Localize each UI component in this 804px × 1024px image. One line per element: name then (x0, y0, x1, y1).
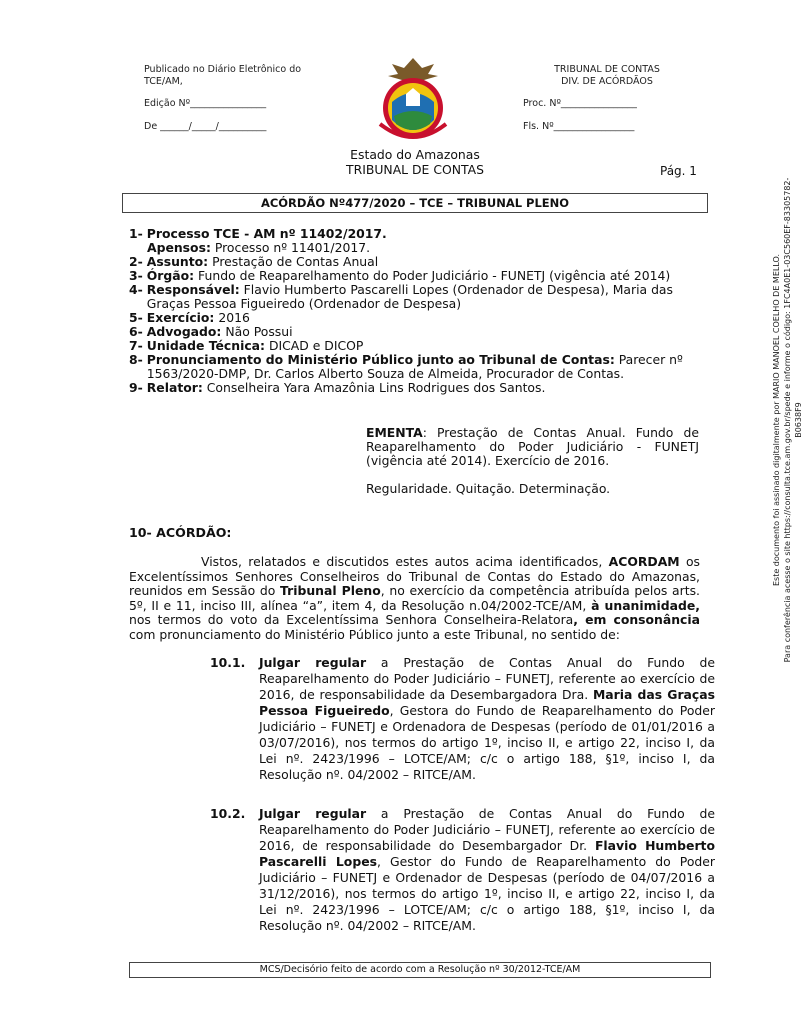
ementa-text: EMENTA: Prestação de Contas Anual. Fundo de Reaparelhamento do Poder Judiciário - FUNETJ (vigência até 2014). Exercício de 2016. (366, 425, 699, 468)
court-info (523, 64, 683, 133)
item-7: 7- Unidade Técnica: DICAD e DICOP (129, 338, 364, 353)
verification-line: Para conferência acesse o site https://consulta.tce.am.gov.br/spede e informe o código: 1FC4A0E1-03C560EF-83305782-B0638F9 (783, 177, 803, 663)
decision-text: Julgar regular a Prestação de Contas Anual do Fundo de Reaparelhamento do Poder Judiciário – FUNETJ, referente ao exercício de 2016, de responsabilidade do Desembargador Dr. Flavio Humberto Pascarelli Lopes, Gestor do Fundo de Reaparelhamento do Poder Judiciário – FUNETJ e Ordenador de Despesas (período de 04/07/2016 a 31/12/2016), nos termos do artigo 1º, inciso II, e artigo 22, inciso I, da Lei nº. 2423/1996 – LOTCE/AM; c/c o artigo 188, §1º, inciso I, da Resolução nº. 04/2002 – RITCE/AM. (259, 806, 715, 933)
decision-text: Julgar regular a Prestação de Contas Anual do Fundo de Reaparelhamento do Poder Judiciário – FUNETJ, referente ao exercício de 2016, de responsabilidade da Desembargadora Dra. Maria das Graças Pessoa Figueiredo, Gestora do Fundo de Reaparelhamento do Poder Judiciário – FUNETJ e Ordenadora de Despesas (período de 01/01/2016 a 03/07/2016), nos termos do artigo 1º, inciso II, e artigo 22, inciso I, da Lei nº. 2423/1996 – LOTCE/AM; c/c o artigo 188, §1º, inciso I, da Resolução nº. 04/2002 – RITCE/AM. (259, 655, 715, 782)
proc-field: Proc. Nº________________ (523, 98, 637, 109)
edition-field: Edição Nº________________ (144, 98, 267, 109)
acordao-heading: 10- ACÓRDÃO: (129, 525, 232, 540)
item-8: 8- Pronunciamento do Ministério Público junto ao Tribunal de Contas: Parecer nº 1563/2020-DMP, Dr. Carlos Alberto Souza de Almeida, Procurador de Contas. (129, 352, 683, 381)
coat-of-arms-logo (368, 54, 458, 146)
state-name: Estado do Amazonas (350, 147, 480, 162)
signature-line: Este documento foi assinado digitalmente por MARIO MANOEL COELHO DE MELLO. (772, 253, 781, 587)
publication-info (144, 64, 301, 133)
tribunal-name: TRIBUNAL DE CONTAS (346, 162, 484, 177)
item-2: 2- Assunto: Prestação de Contas Anual (129, 254, 379, 269)
fls-field: Fls. Nº_________________ (523, 121, 635, 132)
decision-number: 10.2. (210, 806, 246, 821)
footer-note: MCS/Decisório feito de acordo com a Resolução nº 30/2012-TCE/AM (129, 962, 711, 978)
date-field: De ______/_____/__________ (144, 121, 267, 132)
digital-signature-note (771, 160, 804, 680)
court-name: TRIBUNAL DE CONTAS (554, 64, 660, 75)
page-number: Pág. 1 (660, 164, 697, 178)
decision-number: 10.1. (210, 655, 246, 670)
item-1: 1- Processo TCE - AM nº 11402/2017. (129, 226, 387, 241)
ementa-label: EMENTA (366, 425, 423, 440)
process-details (129, 227, 709, 395)
item-9: 9- Relator: Conselheira Yara Amazônia Lins Rodrigues dos Santos. (129, 380, 546, 395)
institution-block (340, 147, 490, 177)
division-name: DIV. DE ACÓRDÃOS (561, 76, 653, 87)
ementa-result: Regularidade. Quitação. Determinação. (366, 481, 611, 496)
item-6: 6- Advogado: Não Possui (129, 324, 293, 339)
item-apensos: Apensos: Processo nº 11401/2017. (147, 240, 371, 255)
ementa-block (366, 426, 699, 496)
main-paragraph: Vistos, relatados e discutidos estes autos acima identificados, ACORDAM os Excelentíssimos Senhores Conselheiros do Tribunal de Contas do Estado do Amazonas, reunidos em Sessão do Tribunal Pleno, no exercício da competência atribuída pelos arts. 5º, II e 11, inciso III, alínea “a”, item 4, da Resolução n.04/2002-TCE/AM, à unanimidade, nos termos do voto da Excelentíssima Senhora Conselheira-Relatora, em consonância com pronunciamento do Ministério Público junto a este Tribunal, no sentido de: (129, 554, 701, 642)
document-title: ACÓRDÃO Nº477/2020 – TCE – TRIBUNAL PLENO (122, 193, 708, 213)
item-3: 3- Órgão: Fundo de Reaparelhamento do Poder Judiciário - FUNETJ (vigência até 2014) (129, 268, 671, 283)
published-label: Publicado no Diário Eletrônico do (144, 64, 302, 75)
item-4: 4- Responsável: Flavio Humberto Pascarelli Lopes (Ordenador de Despesa), Maria das Graças Pessoa Figueiredo (Ordenador de Despesa) (129, 282, 673, 311)
item-5: 5- Exercício: 2016 (129, 310, 250, 325)
published-label-2: TCE/AM, (144, 76, 183, 87)
